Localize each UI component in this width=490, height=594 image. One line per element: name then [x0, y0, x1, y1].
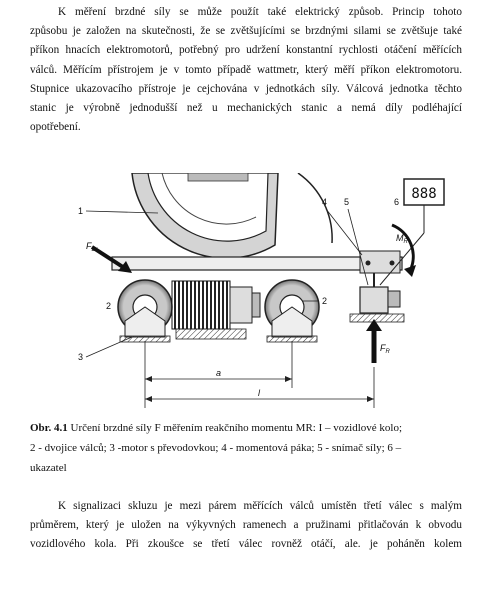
text-line: válců. Měřícím přístrojem je v tomto případě wattmetr, který měří příkon elektromotoru. — [30, 63, 462, 76]
label-moment-sub: R — [403, 239, 408, 245]
caption-label: Obr. 4.1 — [30, 422, 68, 434]
paragraph-intro — [30, 3, 462, 137]
label-2-left: 2 — [106, 301, 112, 311]
paragraph-slip-detection — [30, 497, 462, 555]
label-brake-force-main: F — [86, 241, 92, 251]
label-3: 3 — [78, 352, 84, 362]
text-line: způsobu je založen na skutečnosti, že se zvětšujícími se brzdnými silami se zvětšuje také — [30, 25, 462, 38]
label-brake-force-sub: Br — [91, 247, 98, 253]
text-line: průměrem, který je uložen na výkyvných ramenech a pružinami přitlačován k obvodu — [30, 519, 462, 532]
brake-force-diagram — [70, 173, 446, 408]
text-line: vozidlového kola. Při zkoušce se třetí válec rovněž otáčí, ale. je poháněn kolem — [30, 538, 462, 551]
caption-line — [30, 418, 462, 438]
label-6: 6 — [394, 197, 400, 207]
label-reaction-force-main: F — [380, 343, 386, 353]
label-1: 1 — [78, 206, 84, 216]
text-line: stanic je výrobně jednodušší než u mechanických stanic a nemá díly podléhající — [30, 102, 462, 115]
label-5: 5 — [344, 197, 350, 207]
figure-caption — [30, 418, 462, 478]
label-moment-main: M — [396, 233, 404, 243]
label-dimension-a: a — [216, 368, 222, 378]
display-reading: 888 — [411, 186, 437, 202]
text-line: opotřebení. — [30, 121, 81, 134]
label-4: 4 — [322, 197, 328, 207]
text-line: příkon hnacích elektromotorů, potřebný pro udržení konstantní rychlosti otáčení měřících — [30, 44, 462, 57]
roller-left — [118, 280, 172, 342]
label-dimension-l: l — [258, 388, 260, 398]
caption-text: Určení brzdné síly F měřením reakčního momentu MR: I – vozidlové kolo; — [67, 422, 403, 434]
text-line: K měření brzdné síly se může použít také elektrický způsob. Princip tohoto — [58, 6, 462, 18]
label-2-right: 2 — [322, 296, 328, 306]
text-line: Stupnice ukazovacího přístroje je cejchována v jednotkách síly. Válcová jednotka těchto — [30, 82, 462, 95]
caption-line: 2 - dvojice válců; 3 -motor s převodovkou; 4 - momentová páka; 5 - snímač síly; 6 – — [30, 442, 402, 454]
roller-right — [265, 280, 319, 342]
text-line: K signalizaci skluzu je mezi párem měřících válců umístěn třetí válec s malým — [58, 500, 462, 512]
caption-line: ukazatel — [30, 462, 67, 474]
label-reaction-force-sub: R — [385, 349, 390, 355]
